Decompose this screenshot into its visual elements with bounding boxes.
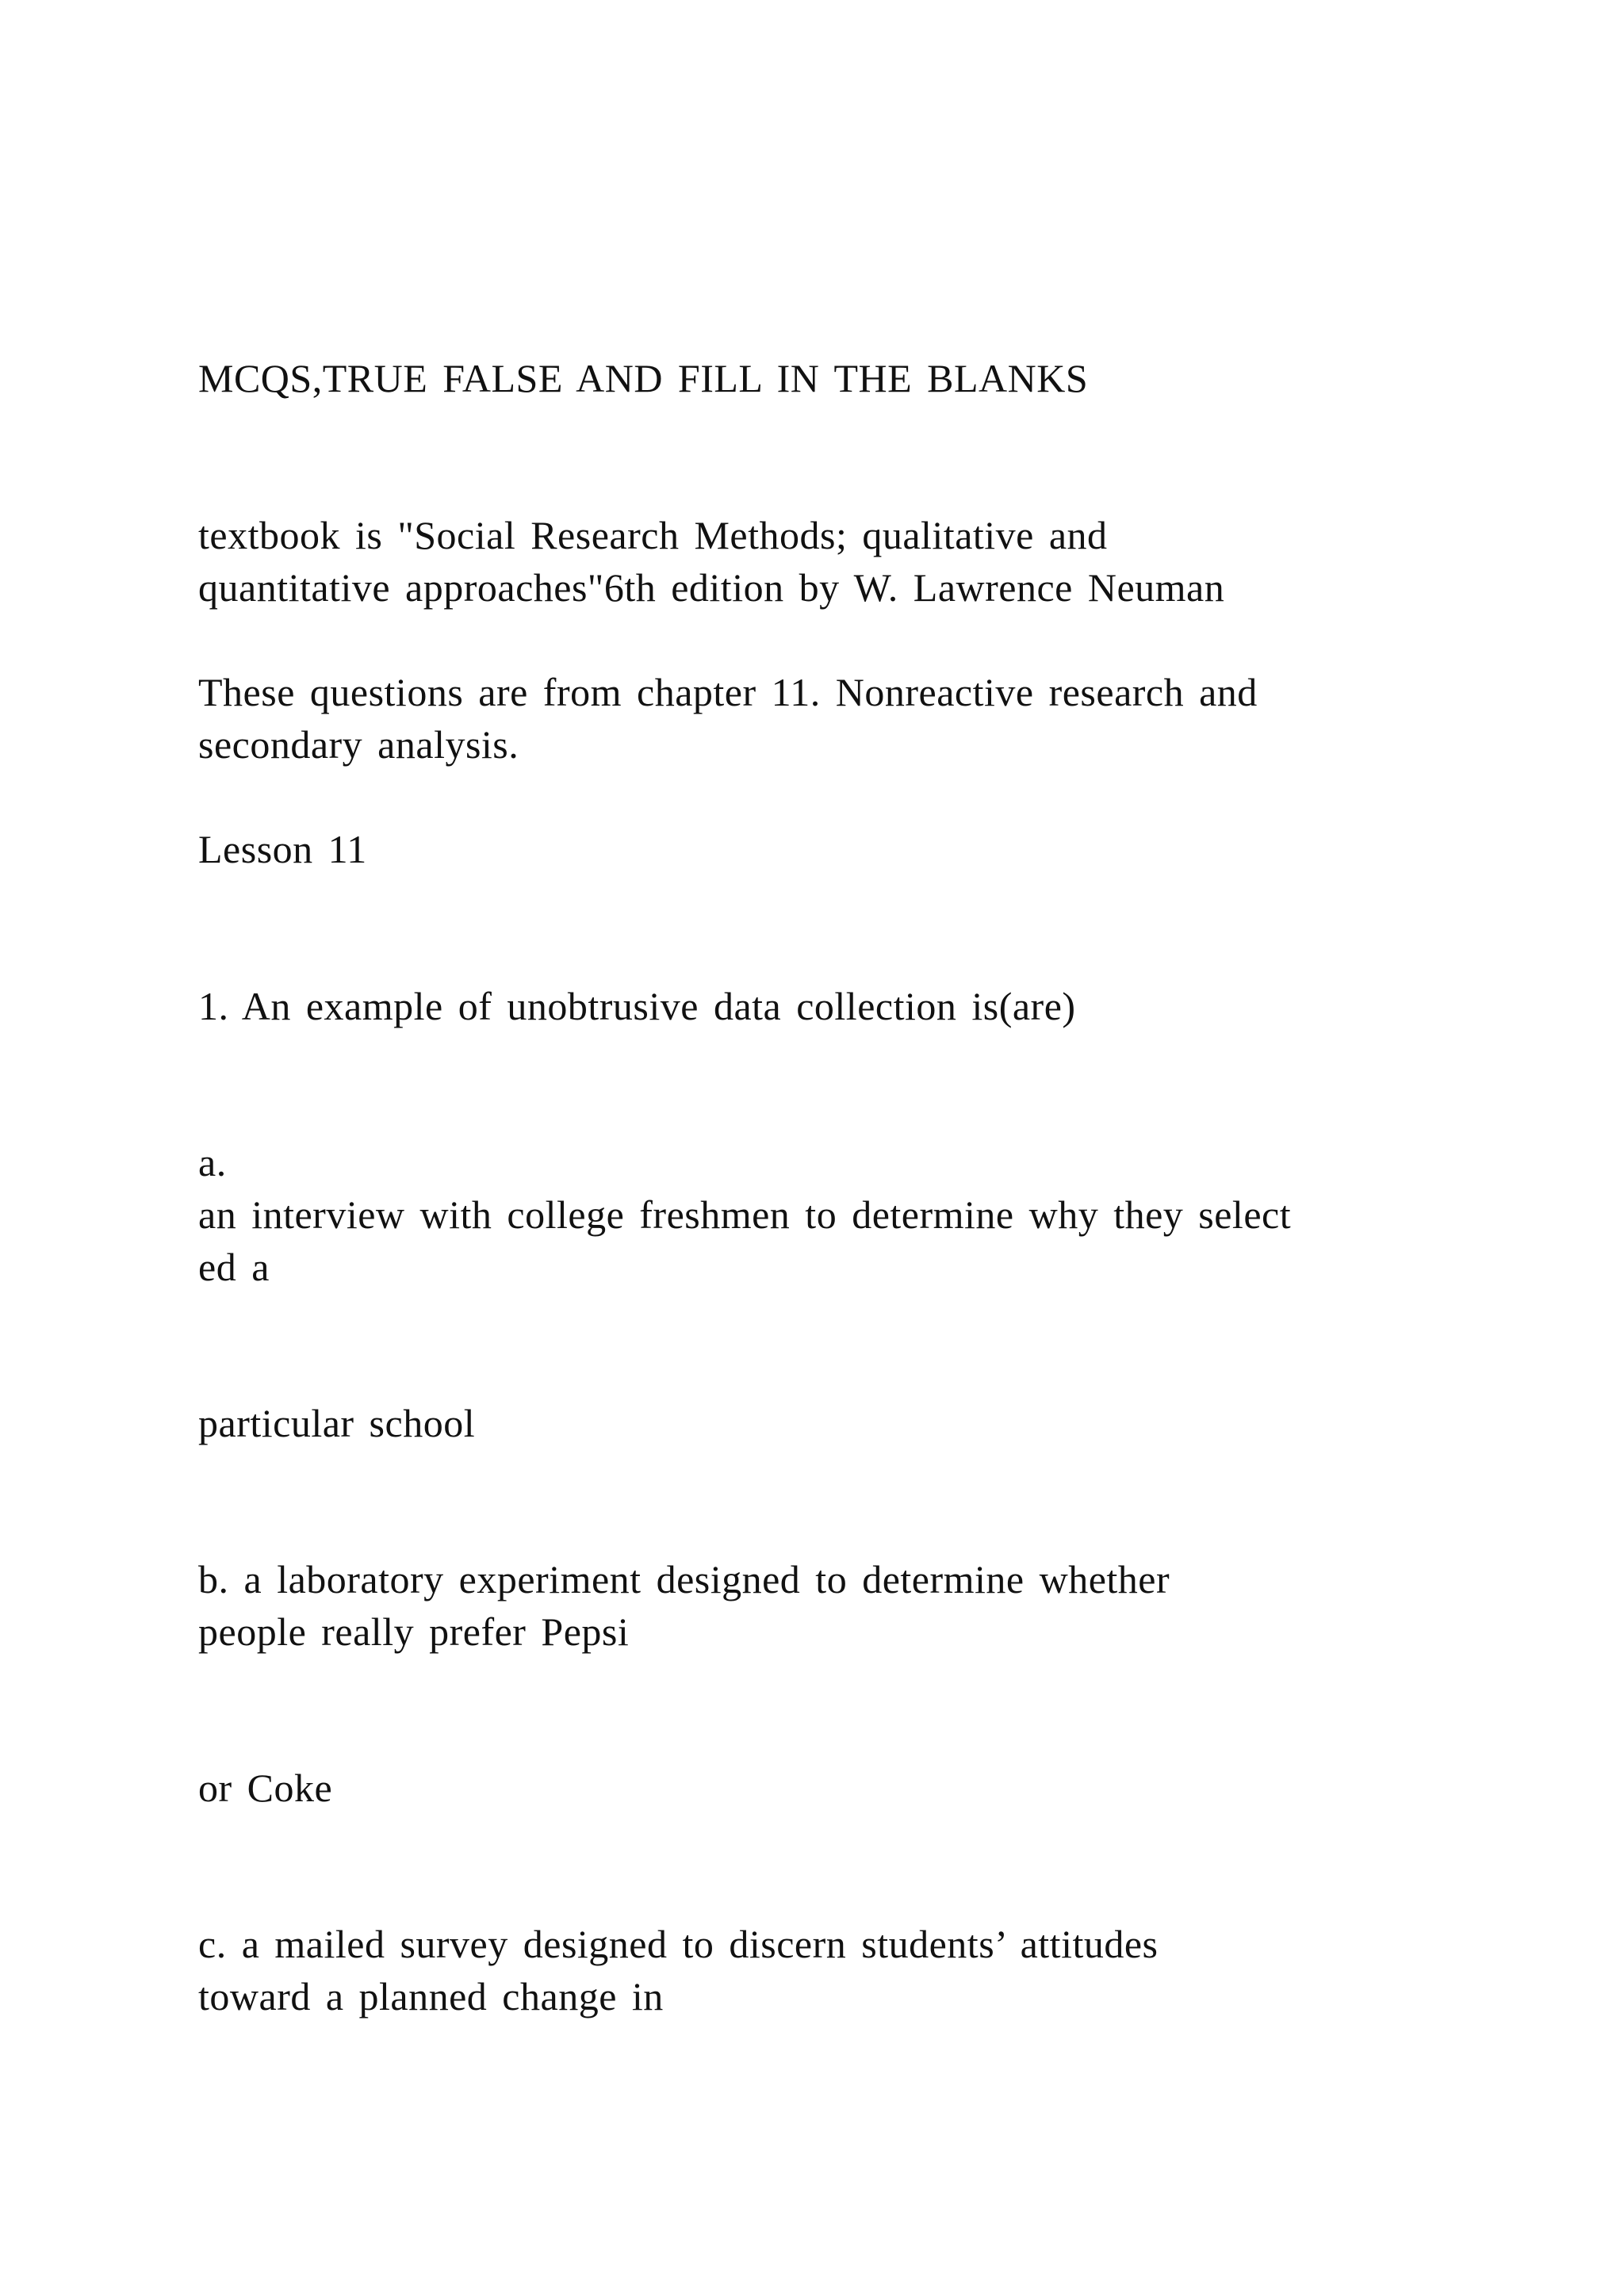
option-a-line-1: an interview with college freshmen to determine why they select	[198, 1192, 1292, 1237]
option-a-letter: a.	[198, 1140, 227, 1184]
option-b-line-1: b. a laboratory experiment designed to determine whether	[198, 1557, 1170, 1601]
chapter-note-line-2: secondary analysis.	[198, 722, 519, 767]
option-b-continuation: or Coke	[198, 1766, 333, 1810]
option-a-line-2: ed a	[198, 1245, 270, 1289]
document-title: MCQS,TRUE FALSE AND FILL IN THE BLANKS	[198, 356, 1089, 400]
chapter-note-line-1: These questions are from chapter 11. Nonreactive research and	[198, 670, 1258, 714]
textbook-line-1: textbook is "Social Research Methods; qualitative and	[198, 513, 1108, 557]
option-c-line-2: toward a planned change in	[198, 1974, 664, 2019]
option-a-continuation: particular school	[198, 1401, 476, 1445]
option-b-line-2: people really prefer Pepsi	[198, 1609, 630, 1654]
question-1-stem: 1. An example of unobtrusive data collection is(are)	[198, 984, 1076, 1028]
lesson-heading: Lesson 11	[198, 827, 367, 871]
option-c-line-1: c. a mailed survey designed to discern students’ attitudes	[198, 1922, 1159, 1966]
textbook-line-2: quantitative approaches"6th edition by W. Lawrence Neuman	[198, 565, 1225, 610]
